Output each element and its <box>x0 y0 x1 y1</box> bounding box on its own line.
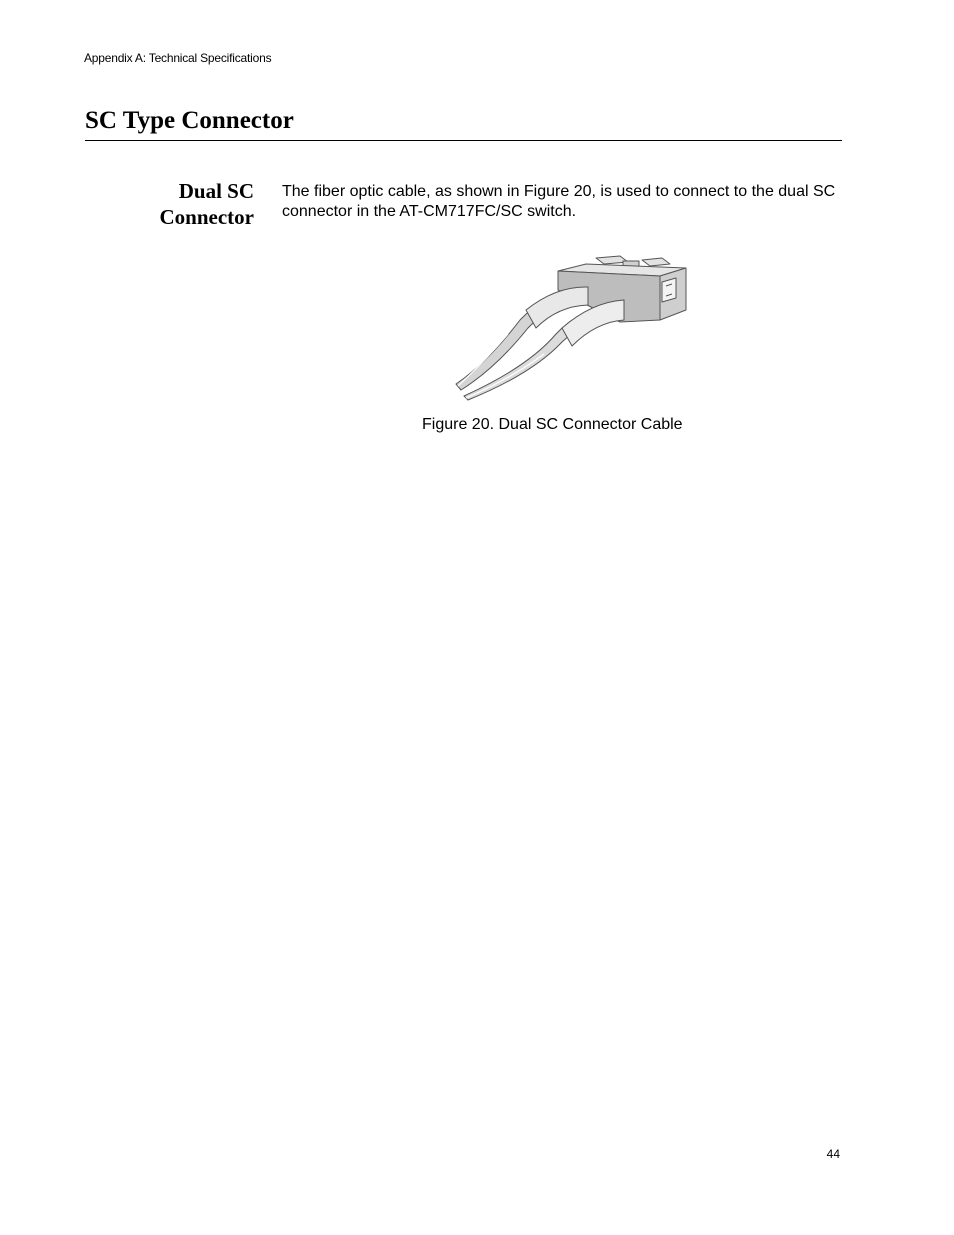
subsection-heading-line2: Connector <box>159 205 254 229</box>
page-number: 44 <box>826 1147 840 1161</box>
running-header: Appendix A: Technical Specifications <box>84 51 272 65</box>
subsection-heading <box>130 178 254 230</box>
body-paragraph: The fiber optic cable, as shown in Figure 20, is used to connect to the dual SC connector in the AT-CM717FC/SC switch. <box>282 183 836 220</box>
figure-caption: Figure 20. Dual SC Connector Cable <box>422 416 683 433</box>
subsection-heading-line1: Dual SC <box>178 179 254 203</box>
dual-sc-connector-cable-icon <box>448 250 698 402</box>
title-rule <box>85 140 842 141</box>
figure <box>448 250 698 402</box>
section-title: SC Type Connector <box>85 107 294 134</box>
